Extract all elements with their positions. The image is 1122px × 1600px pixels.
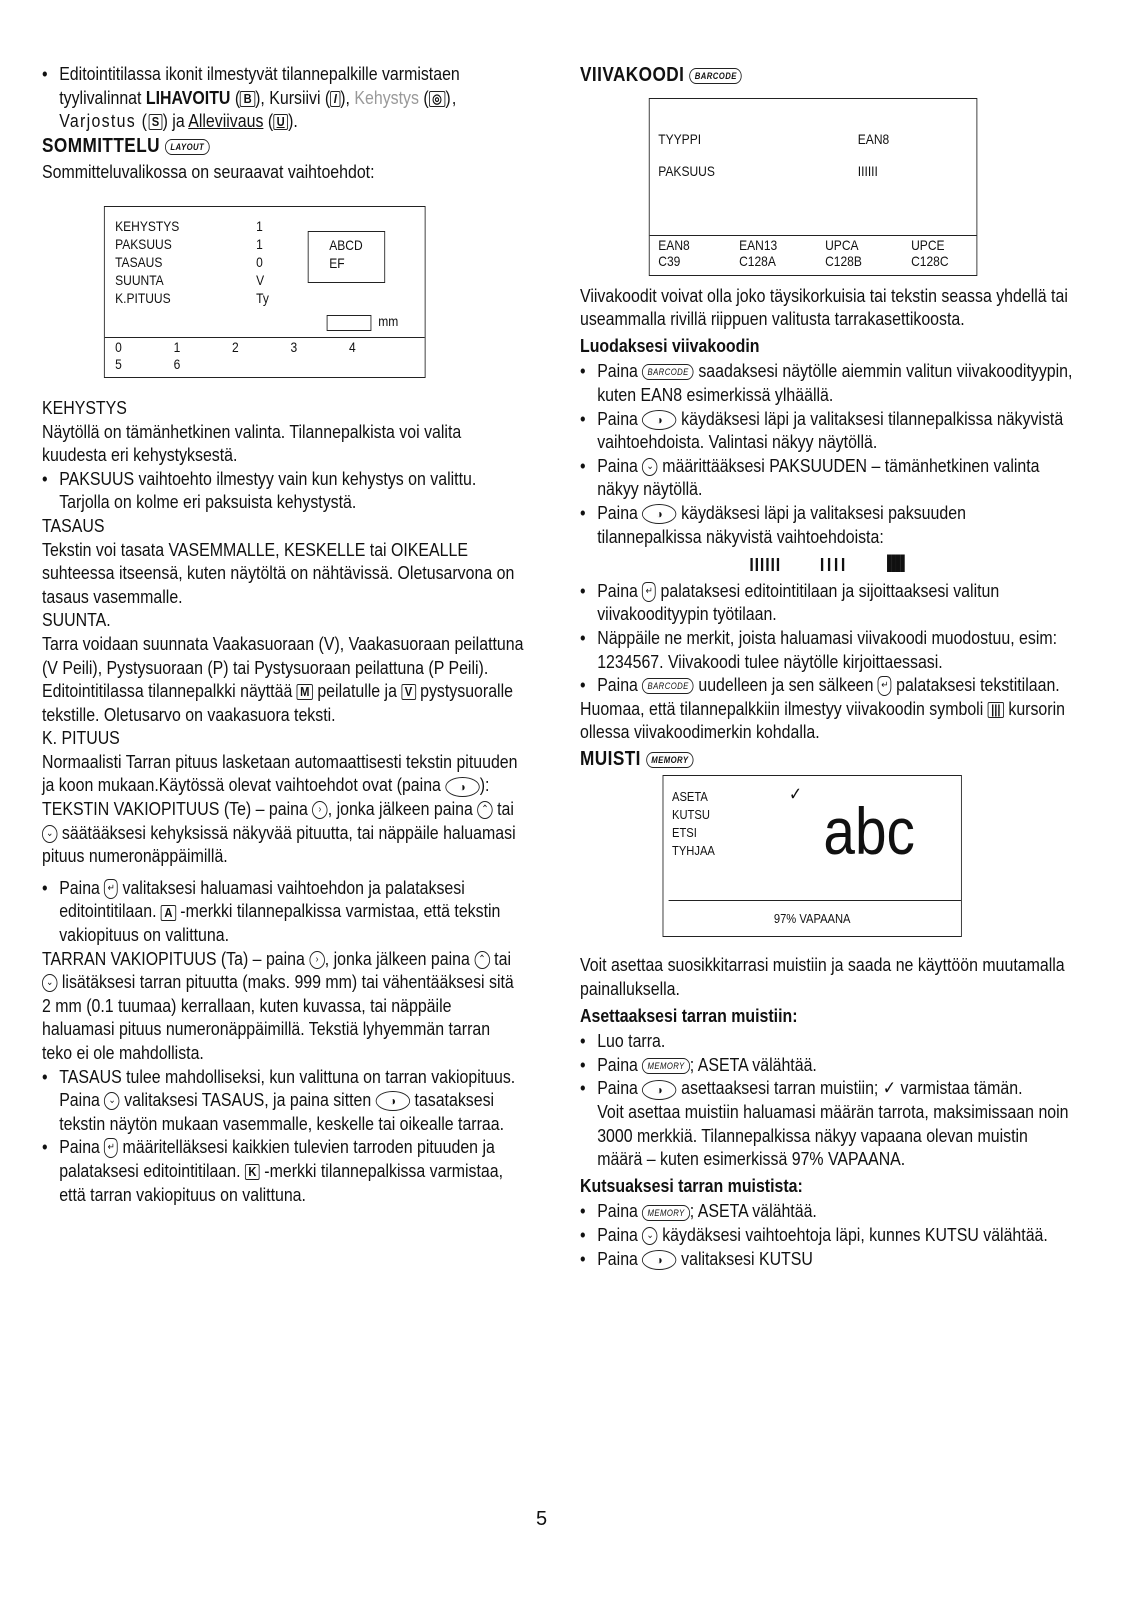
label-length-icon: K: [245, 1164, 260, 1180]
screen-label: SUUNTA: [115, 271, 164, 288]
enter-key-icon: ↵: [878, 676, 892, 696]
screen-value: V: [256, 271, 265, 288]
suunta-text: Tarra voidaan suunnata Vaakasuoraan (V), Vaakasuoraan peilattuna (V Peili), Pystysuoraan (P) tai Pystysuoraan peilattuna (P Peili). Editointitilassa tilannepalkki näyttää M peilatulle ja V pystysuoralle tekstille. Oletusarvo on vaakasuora teksti.: [42, 632, 524, 725]
select-key-icon: ◑: [642, 1250, 676, 1270]
barcode-bullet-3: • Paina ⌄ määrittääksesi PAKSUUDEN – tämänhetkinen valinta näkyy näytöllä.: [580, 454, 1074, 501]
mirror-icon: M: [297, 684, 313, 700]
up-arrow-key-icon: ⌃: [474, 951, 489, 969]
viivakoodi-heading: VIIVAKOODI BARCODE: [580, 64, 1074, 88]
memory-menu-item: TYHJAA: [672, 843, 715, 859]
sample-text: abc: [823, 794, 915, 869]
memory-key-icon: MEMORY: [646, 752, 694, 768]
barcode-intro: Viivakoodit voivat olla joko täysikorkuisia tai tekstin seassa yhdellä tai useammalla rivillä riippuen valitusta tarrakasettikoosta.: [580, 284, 1068, 330]
check-icon: ✓: [788, 784, 802, 805]
recall-bullet-2: • Paina ⌄ käydäksesi vaihtoehtoja läpi, kunnes KUTSU välähtää.: [580, 1223, 1074, 1247]
down-arrow-key-icon: ⌄: [42, 974, 57, 992]
length-box: [327, 315, 372, 331]
barcode-bullet-6: • Näppäile ne merkit, joista haluamasi viivakoodi muodostuu, esim: 1234567. Viivakoodi tulee näytölle kirjoittaessasi.: [580, 626, 1074, 673]
screen-label: K.PITUUS: [115, 289, 171, 306]
kpituus-title: K. PITUUS: [42, 727, 120, 749]
layout-key-icon: LAYOUT: [165, 139, 209, 155]
screen-value: 1: [256, 217, 263, 234]
layout-screen: KEHYSTYS PAKSUUS TASAUS SUUNTA K.PITUUS 1 1 0 V Ty ABCD EF mm 0 1 2 3 4 5 6: [104, 206, 426, 378]
luodaksesi-title: Luodaksesi viivakoodin: [580, 334, 760, 356]
ta-text: TARRAN VAKIOPITUUS (Ta) – paina › , jonka jälkeen paina ⌃ tai ⌄ lisätäksesi tarran pituutta (maks. 999 mm) tai vähentääksesi sitä 2 mm (0.1 tuumaa) kerrallaan, kuten kuvassa, tai näppäile haluamasi pituus numeronäppäimillä. Tekstiä lyhyemmän tarran teko ei ole mahdollista.: [42, 947, 514, 1063]
down-arrow-key-icon: ⌄: [42, 825, 57, 843]
memory-menu-item: ETSI: [672, 825, 697, 841]
barcode-bullet-5: • Paina ↵ palataksesi editointitilaan ja sijoittaaksesi valitun viivakoodityypin työtilaan.: [580, 579, 1074, 626]
bold-icon: B: [240, 91, 255, 107]
barcode-key-icon: BARCODE: [642, 364, 694, 380]
memory-menu-item: KUTSU: [672, 807, 710, 823]
preview-frame: ABCD EF: [308, 231, 385, 283]
asettaaksesi-title: Asettaaksesi tarran muistiin:: [580, 1004, 798, 1026]
screen-value: 0: [256, 253, 263, 270]
barcode-bullet-1: • Paina BARCODE saadaksesi näytölle aiemmin valitun viivakoodityypin, kuten EAN8 esimerkissä ylhäällä.: [580, 359, 1074, 406]
enter-key-icon: ↵: [104, 1138, 118, 1158]
right-arrow-key-icon: ›: [312, 801, 327, 819]
memory-bullet-1: • Luo tarra.: [580, 1029, 1074, 1053]
memory-bullet-3: • Paina ◑ asettaaksesi tarran muistiin; ✓ varmistaa tämän. Voit asettaa muistiin haluamasi määrän tarrota, maksimissaan noin 3000 merkkiä. Tilannepalkissa näkyy vapaana olevan muistin määrä – kuten esimerkissä 97% VAPAANA.: [580, 1076, 1074, 1170]
memory-intro: Voit asettaa suosikkitarrasi muistiin ja saada ne käyttöön muutamalla painalluksella.: [580, 954, 1065, 1000]
vertical-icon: V: [401, 684, 415, 700]
barcode-symbol-icon: |||: [988, 702, 1004, 718]
down-arrow-key-icon: ⌄: [642, 1227, 657, 1245]
right-arrow-key-icon: ›: [309, 951, 324, 969]
left-column: [42, 62, 524, 1206]
tasaus-title: TASAUS: [42, 514, 105, 536]
down-arrow-key-icon: ⌄: [642, 458, 657, 476]
screen-label: TASAUS: [115, 253, 163, 270]
enter-bullet-1: • Paina ↵ valitaksesi haluamasi vaihtoehdon ja palataksesi editointitilaan. A -merkki tilannepalkissa varmistaa, että tekstin vakiopituus on valittuna.: [42, 876, 524, 947]
sommittelu-heading: SOMMITTELU LAYOUT: [42, 135, 524, 159]
up-arrow-key-icon: ⌃: [477, 801, 492, 819]
style-icons-bullet: • Editointitilassa ikonit ilmestyvät tilannepalkille varmistaen tyylivalinnat LIHAVOITU ( B ), Kursiivi ( I ), Kehystys ( ◎ ), Varjostus ( S ) ja Alleviivaus ( U ).: [42, 62, 524, 133]
thickness-medium: IIII: [819, 554, 848, 576]
frame-icon: ◎: [429, 91, 446, 107]
right-column: [580, 62, 1074, 1270]
barcode-bullet-2: • Paina ◑ käydäksesi läpi ja valitaksesi tilannepalkissa näkyvistä vaihtoehdoista. Valintasi näkyy näytöllä.: [580, 407, 1074, 454]
muisti-heading: MUISTI MEMORY: [580, 748, 1074, 772]
tasaus-bullet: • TASAUS tulee mahdolliseksi, kun valittuna on tarran vakiopituus. Paina ⌄ valitaksesi TASAUS, ja paina sitten ◑ tasataksesi tekstin näytön mukaan vasemmalle, keskelle tai oikealle tarraa.: [42, 1065, 524, 1136]
memory-status: 97% VAPAANA: [773, 911, 851, 927]
select-key-icon: ◑: [445, 777, 479, 797]
tasaus-text: Tekstin voi tasata VASEMMALLE, KESKELLE tai OIKEALLE suhteessa itseensä, kuten näytöltä on nähtävissä. Oletusarvona on tasaus vasemmalle.: [42, 538, 515, 607]
memory-bullet-2: • Paina MEMORY ; ASETA välähtää.: [580, 1053, 1074, 1077]
page-number: 5: [536, 1508, 548, 1530]
recall-bullet-1: • Paina MEMORY ; ASETA välähtää.: [580, 1199, 1074, 1223]
suunta-title: SUUNTA.: [42, 609, 111, 631]
underline-icon: U: [273, 114, 288, 130]
kehystys-title: KEHYSTYS: [42, 396, 127, 418]
memory-key-icon: MEMORY: [642, 1058, 689, 1074]
kutsuaksesi-title: Kutsuaksesi tarran muistista:: [580, 1174, 803, 1196]
enter-key-icon: ↵: [642, 582, 656, 602]
thickness-options: [580, 552, 1074, 577]
select-key-icon: ◑: [376, 1091, 410, 1111]
enter-bullet-2: • Paina ↵ määritelläksesi kaikkien tulevien tarroden pituuden ja palataksesi editointitilaan. K -merkki tilannepalkissa varmistaa, että tarran vakiopituus on valittuna.: [42, 1135, 524, 1206]
select-key-icon: ◑: [642, 410, 676, 430]
barcode-key-icon: BARCODE: [642, 678, 694, 694]
kehystys-text: Näytöllä on tämänhetkinen valinta. Tilannepalkista voi valita kuudesta eri kehystyksestä.: [42, 420, 462, 466]
sommittelu-text: Sommitteluvalikossa on seuraavat vaihtoehdot:: [42, 161, 375, 183]
kpituus-text: Normaalisti Tarran pituus lasketaan automaattisesti tekstin pituuden ja koon mukaan.Käytössä olevat vaihtoehdot ovat (paina ◑ ):: [42, 750, 518, 796]
text-length-icon: A: [161, 905, 176, 921]
screen-label: KEHYSTYS: [115, 217, 180, 234]
screen-label: PAKSUUS: [115, 235, 172, 252]
barcode-screen: TYYPPI EAN8 PAKSUUS IIIIII EAN8 EAN13 UPCA UPCE C39 C128A C128B C128C: [649, 98, 978, 276]
screen-value: 1: [256, 235, 263, 252]
memory-key-icon: MEMORY: [642, 1205, 689, 1221]
enter-key-icon: ↵: [104, 879, 118, 899]
kehystys-bullet: • PAKSUUS vaihtoehto ilmestyy vain kun kehystys on valittu. Tarjolla on kolme eri paksuista kehystystä.: [42, 467, 524, 514]
huomaa-text: Huomaa, että tilannepalkkiin ilmestyy viivakoodin symboli ||| kursorin ollessa viivakoodimerkin kohdalla.: [580, 697, 1065, 743]
shadow-icon: S: [148, 114, 162, 130]
te-text: TEKSTIN VAKIOPITUUS (Te) – paina › , jonka jälkeen paina ⌃ tai ⌄ säätääksesi kehyksissä näkyvää pituutta, tai näppäile haluamasi pituus numeronäppäimillä.: [42, 798, 516, 867]
barcode-bullet-4: • Paina ◑ käydäksesi läpi ja valitaksesi paksuuden tilannepalkissa näkyvistä vaihtoehdoista:: [580, 501, 1074, 548]
memory-screen: [663, 775, 962, 937]
italic-icon: I: [330, 91, 340, 107]
down-arrow-key-icon: ⌄: [104, 1092, 119, 1110]
select-key-icon: ◑: [642, 504, 676, 524]
thickness-thick: IIII: [886, 551, 905, 577]
memory-menu-item: ASETA: [672, 789, 708, 805]
unit-label: mm: [378, 312, 399, 329]
select-key-icon: ◑: [642, 1080, 676, 1100]
recall-bullet-3: • Paina ◑ valitaksesi KUTSU: [580, 1247, 1074, 1271]
thickness-thin: IIIIII: [749, 554, 782, 576]
barcode-key-icon: BARCODE: [690, 68, 742, 84]
barcode-bullet-7: • Paina BARCODE uudelleen ja sen sälkeen ↵ palataksesi tekstitilaan.: [580, 673, 1074, 697]
screen-value: Ty: [256, 289, 269, 306]
